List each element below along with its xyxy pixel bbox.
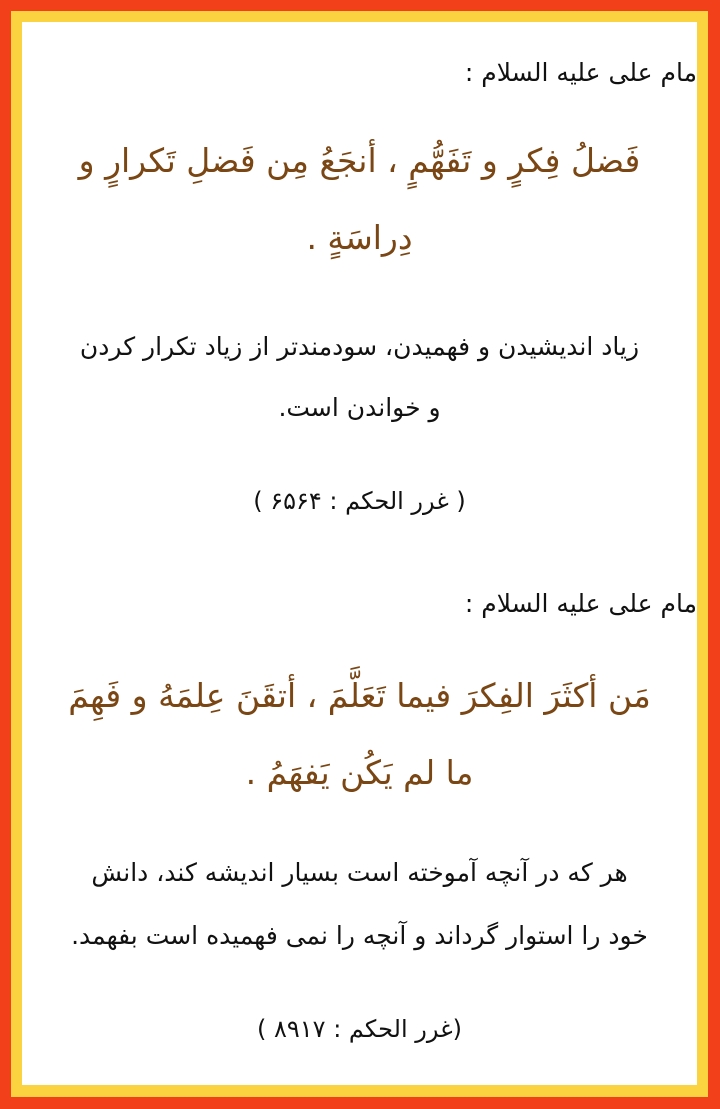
inner-border (11, 11, 708, 1097)
page-content (22, 22, 697, 1085)
quote-1-speaker: مام علی علیه السلام : (464, 58, 697, 87)
quote-2-translation-line-2: خود را استوار گرداند و آنچه را نمی فهمیده است بفهمد. (71, 921, 648, 950)
quote-2-translation-line-1: هر که در آنچه آموخته است بسیار اندیشه کند، دانش (91, 858, 628, 887)
quote-1-translation-line-2: و خواندن است. (278, 393, 441, 422)
quote-2-arabic-line-1: مَن أکثَرَ الفِکرَ فیما تَعَلَّمَ ، أتقَنَ عِلمَهُ و فَهِمَ (68, 676, 651, 715)
quote-1-source: ( غرر الحکم : ۶۵۶۴ ) (253, 487, 466, 515)
quote-2-speaker: مام علی علیه السلام : (464, 589, 697, 618)
quote-2-source: (غرر الحکم : ۸۹۱۷ ) (257, 1015, 462, 1043)
quote-1-arabic-line-2: دِراسَةٍ . (306, 218, 413, 257)
quote-1-translation-line-1: زیاد اندیشیدن و فهمیدن، سودمندتر از زیاد تکرار کردن (79, 332, 640, 361)
quote-2-arabic-line-2: ما لم یَکُن یَفهَمُ . (245, 753, 474, 792)
quote-1-arabic-line-1: فَضلُ فِکرٍ و تَفَهُّمٍ ، أنجَعُ مِن فَضلِ تَکرارٍ و (78, 141, 641, 180)
